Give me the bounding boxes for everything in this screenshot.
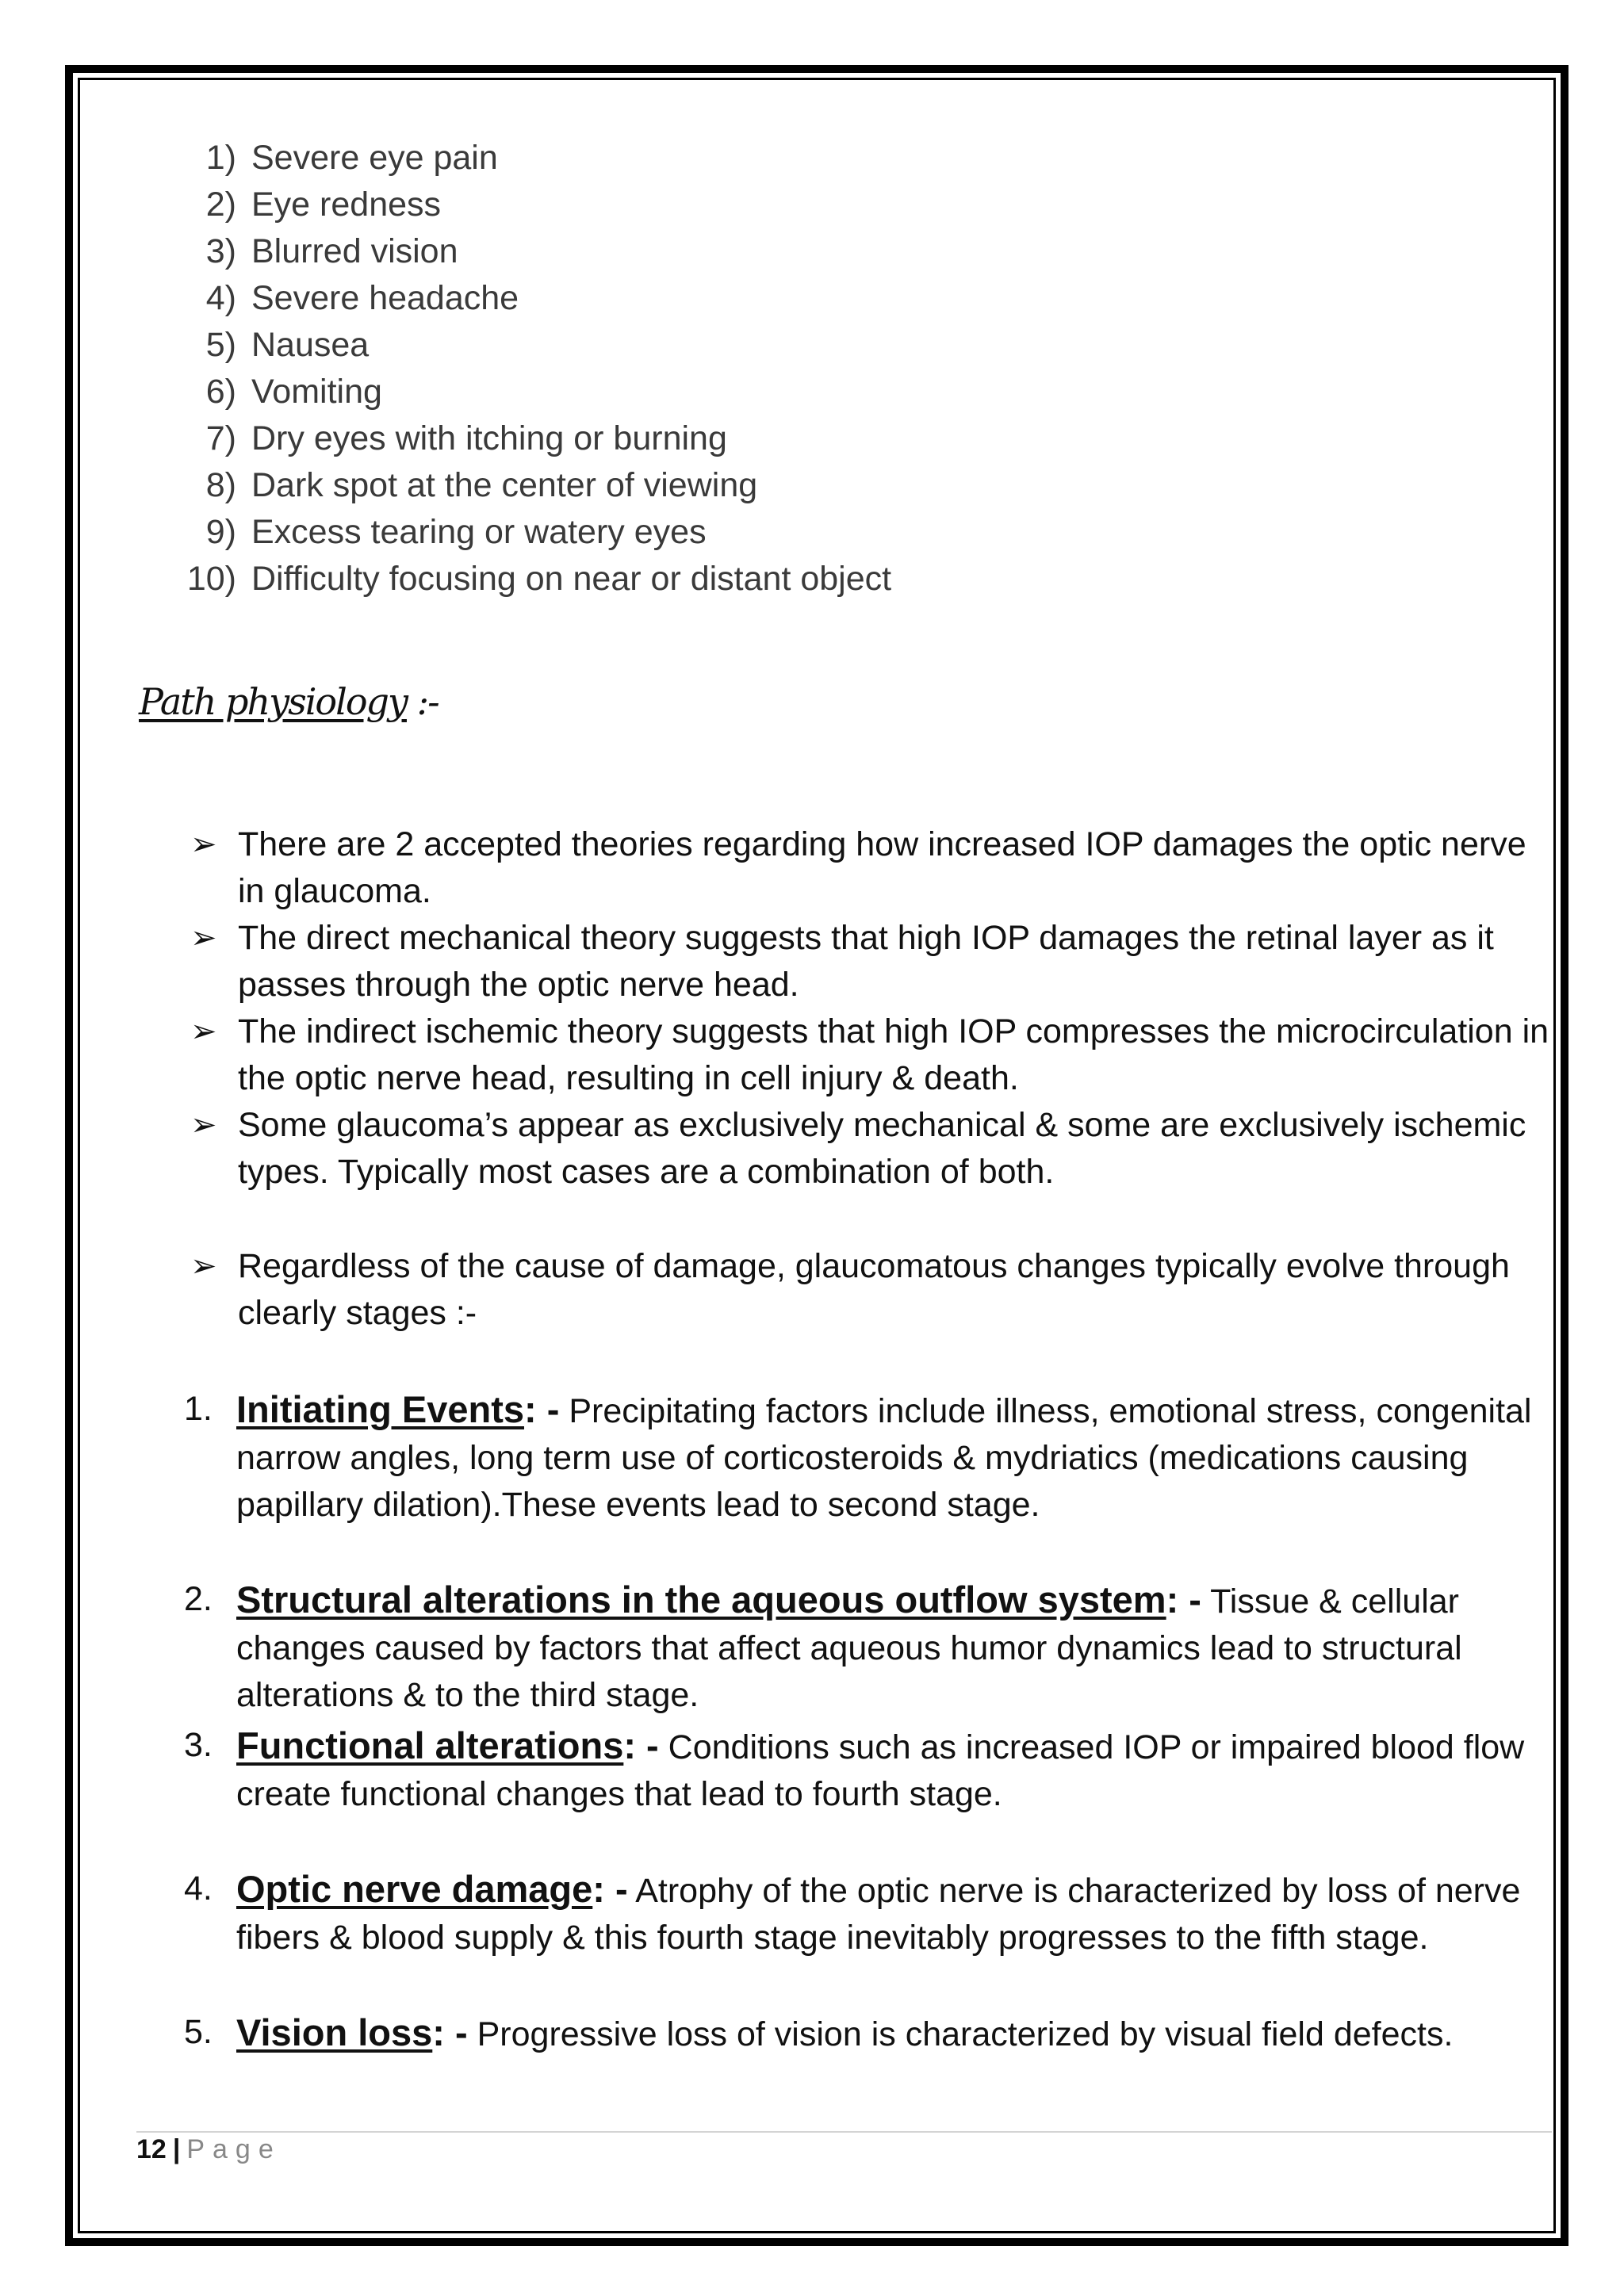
stage-number: 2. xyxy=(184,1580,213,1618)
list-number: 2) xyxy=(205,186,236,224)
stage-item xyxy=(184,1722,1532,1818)
stage-title: Vision loss xyxy=(236,2011,433,2053)
list-number: 4) xyxy=(205,279,236,317)
list-text: Dry eyes with itching or burning xyxy=(251,419,727,457)
stage-number: 5. xyxy=(184,2013,213,2051)
stage-separator: : - xyxy=(623,1724,659,1766)
footer-divider xyxy=(136,2131,1552,2133)
stage-number: 4. xyxy=(184,1869,213,1908)
footer-separator: | xyxy=(172,2134,181,2164)
list-item xyxy=(173,509,891,556)
stage-item xyxy=(184,1866,1532,1961)
arrow-bullet-icon: ➢ xyxy=(190,920,217,955)
page-footer xyxy=(136,2134,282,2165)
list-text: Severe eye pain xyxy=(251,139,498,177)
heading-text: Path physiology xyxy=(139,680,407,723)
list-item xyxy=(173,135,891,182)
list-item xyxy=(173,182,891,228)
list-number: 1) xyxy=(205,139,236,177)
list-item xyxy=(190,1008,1554,1102)
stage-text: Atrophy of the optic nerve is characterized by loss of nerve fibers & blood supply & this fourth stage inevitably progresses to the fifth stage. xyxy=(236,1872,1521,1957)
list-item xyxy=(190,1243,1554,1337)
list-item xyxy=(190,1102,1554,1196)
list-item xyxy=(173,415,891,462)
list-number: 10) xyxy=(186,560,236,598)
list-text: Difficulty focusing on near or distant object xyxy=(251,560,892,598)
list-text: Dark spot at the center of viewing xyxy=(251,466,758,504)
stage-item xyxy=(184,1386,1532,1529)
bullet-text: The direct mechanical theory suggests that high IOP damages the retinal layer as it passes through the optic nerve head. xyxy=(238,919,1494,1004)
list-item xyxy=(173,556,891,603)
stage-separator: : - xyxy=(1166,1578,1201,1621)
list-number: 7) xyxy=(205,419,236,457)
list-number: 9) xyxy=(205,513,236,551)
stage-title: Functional alterations xyxy=(236,1724,624,1766)
list-text: Severe headache xyxy=(251,279,519,317)
arrow-bullet-icon: ➢ xyxy=(190,1249,217,1284)
section-heading xyxy=(139,680,439,723)
page-label: Page xyxy=(186,2134,282,2164)
heading-suffix: :- xyxy=(406,680,439,723)
list-number: 3) xyxy=(205,232,236,270)
list-number: 5) xyxy=(205,326,236,364)
page-number: 12 xyxy=(136,2134,167,2164)
stage-separator: : - xyxy=(524,1388,560,1430)
list-item xyxy=(173,322,891,369)
list-text: Excess tearing or watery eyes xyxy=(251,513,707,551)
bullet-text: Regardless of the cause of damage, glaucomatous changes typically evolve through clearly stages :- xyxy=(238,1247,1510,1332)
stage-title: Initiating Events xyxy=(236,1388,524,1430)
stage-number: 1. xyxy=(184,1390,213,1428)
stage-item xyxy=(184,1576,1532,1719)
arrow-bullet-icon: ➢ xyxy=(190,1108,217,1142)
list-item xyxy=(173,369,891,415)
symptom-list xyxy=(173,135,891,603)
arrow-bullet-icon: ➢ xyxy=(190,827,217,862)
stage-title: Structural alterations in the aqueous outflow system xyxy=(236,1578,1166,1621)
arrow-bullet-icon: ➢ xyxy=(190,1014,217,1049)
list-item xyxy=(190,821,1554,915)
stage-text: Conditions such as increased IOP or impaired blood flow create functional changes that lead to fourth stage. xyxy=(236,1728,1525,1813)
bullet-text: There are 2 accepted theories regarding how increased IOP damages the optic nerve in glaucoma. xyxy=(238,825,1526,910)
list-item xyxy=(190,915,1554,1008)
stage-title: Optic nerve damage xyxy=(236,1868,593,1910)
list-item xyxy=(173,228,891,275)
bullet-text: Some glaucoma’s appear as exclusively mechanical & some are exclusively ischemic types. Typically most cases are a combination of both. xyxy=(238,1106,1526,1191)
stage-text: Progressive loss of vision is characterized by visual field defects. xyxy=(477,2015,1454,2053)
stage-list xyxy=(184,1386,1532,2058)
list-number: 8) xyxy=(205,466,236,504)
stage-separator: : - xyxy=(432,2011,468,2053)
stage-separator: : - xyxy=(592,1868,628,1910)
stage-text: Tissue & cellular changes caused by factors that affect aqueous humor dynamics lead to structural alterations & to the third stage. xyxy=(236,1582,1462,1714)
list-text: Blurred vision xyxy=(251,232,458,270)
stage-number: 3. xyxy=(184,1726,213,1764)
stage-text: Precipitating factors include illness, emotional stress, congenital narrow angles, long term use of corticosteroids & mydriatics (medications causing papillary dilation).These events lead to second stage. xyxy=(236,1392,1532,1524)
list-text: Nausea xyxy=(251,326,370,364)
stage-item xyxy=(184,2009,1532,2058)
bullet-list xyxy=(190,821,1554,1337)
bullet-text: The indirect ischemic theory suggests that high IOP compresses the microcirculation in the optic nerve head, resulting in cell injury & death. xyxy=(238,1012,1549,1097)
list-item xyxy=(173,462,891,509)
list-text: Eye redness xyxy=(251,186,442,224)
list-number: 6) xyxy=(205,373,236,411)
list-text: Vomiting xyxy=(251,373,382,411)
list-item xyxy=(173,275,891,322)
